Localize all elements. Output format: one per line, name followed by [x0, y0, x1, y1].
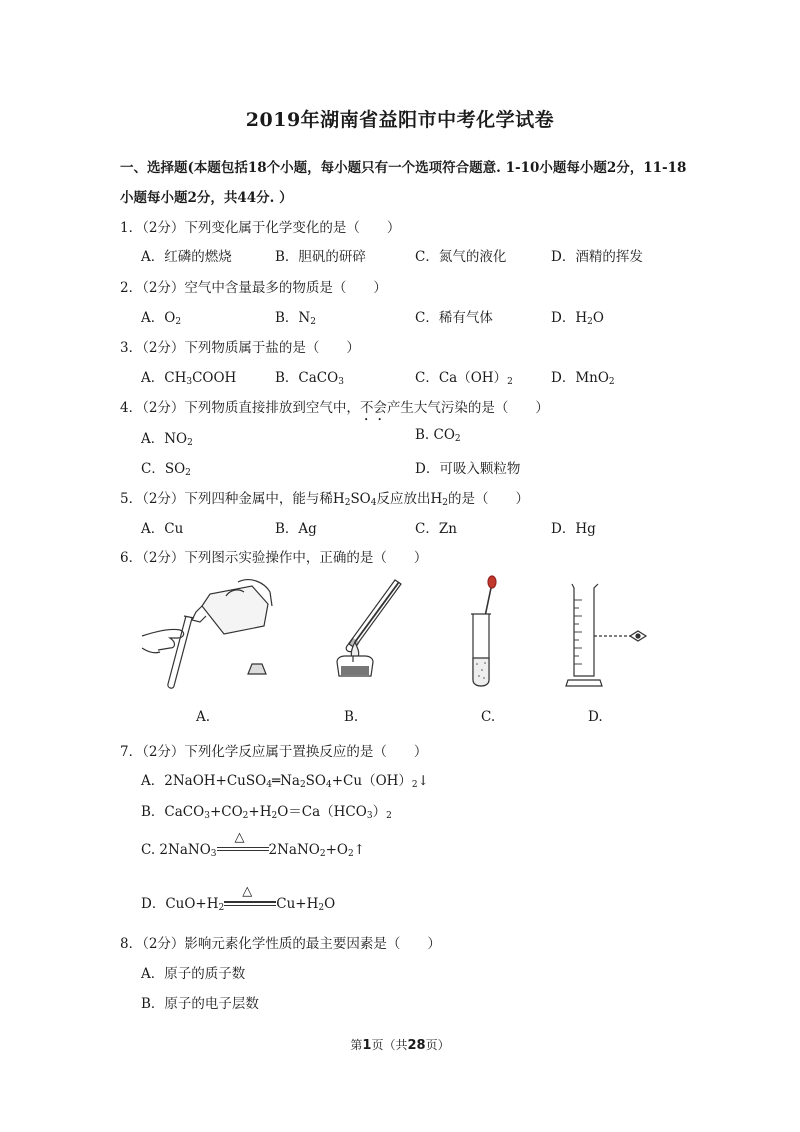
q5-option-d: D．Hg — [551, 521, 596, 537]
figure-b-label: B. — [344, 709, 359, 725]
page-title: 2019年湖南省益阳市中考化学试卷 — [245, 109, 555, 131]
q2-option-d: D．$H_2O$ — [551, 310, 604, 327]
q5-option-b: B．Ag — [275, 521, 317, 537]
q1-option-c: C．氮气的液化 — [415, 249, 507, 265]
question-3-stem: 3．（2分）下列物质属于盐的是（ ） — [120, 340, 360, 356]
q4-option-c: C．$SO_2$ — [141, 461, 191, 478]
section-heading-line1: 一、选择题(本题包括18个小题，每小题只有一个选项符合题意. 1-10小题每小题2分，11-18 — [120, 160, 687, 176]
q2-option-c: C．稀有气体 — [415, 310, 493, 326]
question-6-stem: 6．（2分）下列图示实验操作中，正确的是（ ） — [120, 550, 428, 566]
q3-option-d: D．MnO$_2$ — [551, 370, 615, 387]
reaction-condition-arrow — [217, 830, 269, 854]
figure-a-pouring-liquid — [140, 576, 280, 691]
q5-option-c: C．Zn — [415, 521, 457, 537]
question-7-stem: 7．（2分）下列化学反应属于置换反应的是（ ） — [120, 744, 428, 760]
q8-option-b: B．原子的电子层数 — [141, 996, 259, 1012]
emphasized-text: 不会 — [359, 400, 387, 416]
question-8-stem: 8．（2分）影响元素化学性质的最主要因素是（ ） — [120, 936, 441, 952]
figure-d-graduated-cylinder — [560, 580, 660, 690]
q4-option-b: B. $CO_2$ — [415, 427, 461, 444]
q2-option-a: A．$O_2$ — [141, 310, 182, 327]
heat-symbol: △ — [242, 884, 253, 899]
figure-c-label: C. — [481, 709, 496, 725]
q4-option-a: A．$NO_2$ — [141, 431, 193, 448]
q7-option-c: C. 2NaNO$_3$ △ $2NaNO_2+O_2↑$ — [141, 830, 366, 859]
page-footer: 第1页（共28页） — [350, 1038, 450, 1053]
figure-a-label: A. — [196, 709, 211, 725]
question-1-stem: 1．（2分）下列变化属于化学变化的是（ ） — [120, 220, 401, 236]
q7-option-a: A．$2NaOH+CuSO_4═Na_2SO_4+Cu(OH)_2↓$ — [141, 773, 429, 790]
q3-option-c: C．$Ca(OH)_2$ — [415, 370, 513, 387]
question-2-stem: 2．（2分）空气中含量最多的物质是（ ） — [120, 280, 387, 296]
section-heading-line2: 小题每小题2分，共44分. ） — [120, 190, 293, 206]
q3-option-b: B．CaCO$_3$ — [275, 370, 344, 387]
q5-option-a: A．Cu — [141, 521, 184, 537]
q1-option-d: D．酒精的挥发 — [551, 249, 643, 265]
q2-option-b: B．$N_2$ — [275, 310, 316, 327]
figure-d-label: D. — [588, 709, 603, 725]
question-4-stem: 4．（2分）下列物质直接排放到空气中，不会产生大气污染的是（ ） — [120, 400, 549, 416]
heat-symbol: △ — [234, 830, 245, 845]
page-total: 28 — [407, 1038, 426, 1053]
q1-option-a: A．红磷的燃烧 — [141, 249, 232, 265]
reaction-condition-arrow — [224, 884, 276, 908]
q7-option-b: B．$CaCO_3+CO_2+H_2O=Ca(HCO_3)_2$ — [141, 804, 392, 821]
figure-b-heating-test-tube — [325, 576, 415, 691]
figure-c-dropper — [455, 574, 515, 694]
q4-option-d: D．可吸入颗粒物 — [415, 461, 521, 477]
page-number: 1 — [362, 1038, 372, 1053]
q7-option-d: D．$CuO+H_2$ △ $Cu+H_2O$ — [141, 884, 336, 913]
q1-option-b: B．胆矾的研碎 — [275, 249, 366, 265]
q8-option-a: A．原子的质子数 — [141, 966, 246, 982]
q3-option-a: A．$CH_3COOH$ — [141, 370, 237, 387]
question-5-stem: 5．（2分）下列四种金属中，能与稀$H_2SO_4$反应放出$H_2$的是（ ） — [120, 491, 530, 508]
